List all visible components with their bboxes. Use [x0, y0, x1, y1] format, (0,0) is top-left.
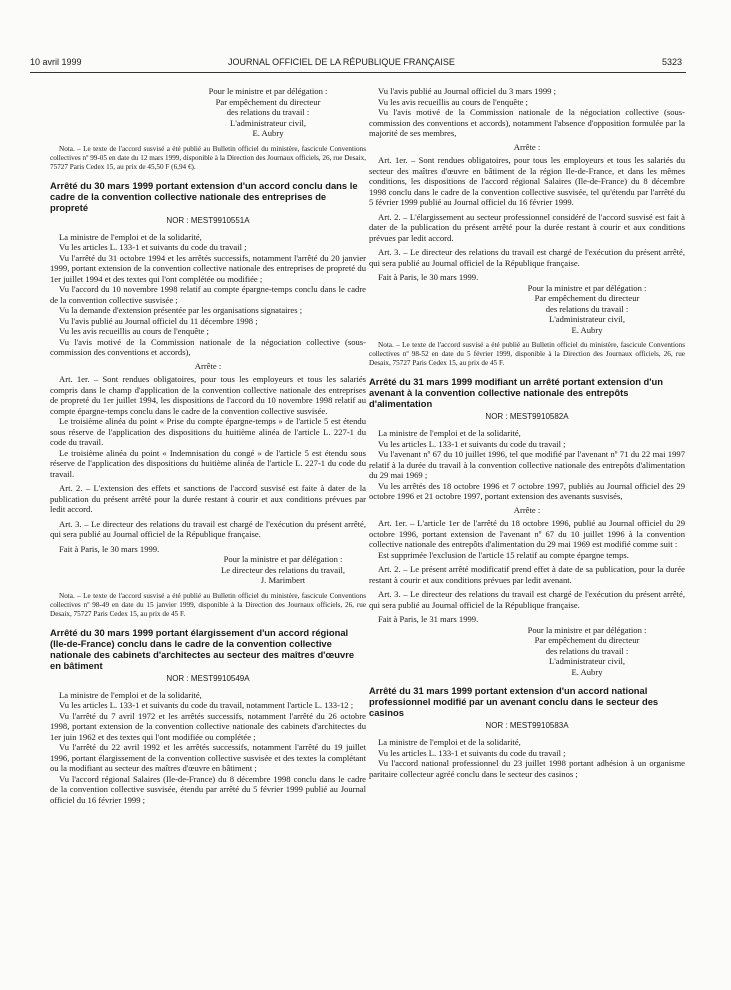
- sig-name: J. Marimbert: [260, 575, 306, 585]
- paragraph: Vu l'accord national professionnel du 23 juillet 1998 portant adhésion à un organisme paritaire collecteur agréé conclu dans le secteur des casinos ;: [369, 758, 685, 779]
- article-2: Art. 2. – L'extension des effets et sanctions de l'accord susvisé est faite à dater de la publication du présent arrêté pour la durée restant à courir et aux conditions prévues par ledit accord.: [50, 483, 366, 514]
- paragraph: La ministre de l'emploi et de la solidarité,: [59, 231, 202, 242]
- arrete-label: Arrête :: [513, 504, 541, 515]
- paragraph: Vu les articles L. 133-1 et suivants du code du travail ;: [378, 438, 566, 449]
- sig-line: Le directeur des relations du travail,: [220, 564, 346, 575]
- sig-name: E. Aubry: [252, 128, 284, 138]
- paragraph: Vu l'accord régional Salaires (Ile-de-France) du 8 décembre 1998 conclu dans le cadre de la convention collective susvisée, étendu par arrêté du 5 février 1999 publié au Journal officiel du 16 février 1999 ;: [50, 773, 366, 805]
- fait-a-paris: Fait à Paris, le 30 mars 1999.: [378, 272, 479, 282]
- paragraph: Vu l'avis motivé de la Commission nationale de la négociation collective (sous-commission des conventions et accords),: [50, 336, 366, 357]
- arrete-title: Arrêté du 31 mars 1999 modifiant un arrêté portant extension d'un avenant à la convention collective nationale des entrepôts d'alimentation: [369, 376, 663, 409]
- sig-line: Pour la ministre et par délégation :: [527, 282, 647, 293]
- header-date: 10 avril 1999: [30, 57, 82, 67]
- paragraph: Le troisième alinéa du point « Indemnisation du congé » de l'article 5 est étendu sous réserve de l'application des dispositions du huitième alinéa de l'article L. 227-1 du code du travail.: [50, 447, 366, 479]
- article-1: Art. 1er. – Sont rendues obligatoires, pour tous les employeurs et tous les salariés du secteur des maîtres d'œuvre en bâtiment de la région Ile-de-France, et dans les mêmes conditions, les dispositions de l'accord régional Salaires (Ile-de-France) du 8 décembre 1998 conclu dans le cadre de la convention collective susvisée, tel qu'étendu par l'arrêté du 5 février 1999 publié au Journal officiel du 16 février 1999.: [369, 155, 685, 207]
- arrete-label: Arrête :: [513, 141, 541, 152]
- arrete-title: Arrêté du 30 mars 1999 portant élargissement d'un accord régional (Ile-de-France) conclu dans le cadre de la convention collective nationale des cabinets d'architectes au secteur des maîtres d'œuvre en bâtiment: [50, 626, 355, 671]
- paragraph: La ministre de l'emploi et de la solidarité,: [378, 737, 521, 747]
- paragraph: Vu les articles L. 133-1 et suivants du code du travail ;: [59, 242, 247, 252]
- paragraph: Vu l'avenant nº 67 du 10 juillet 1996, tel que modifié par l'avenant nº 71 du 22 mai 1997 relatif à la durée du travail à la convention collective nationale des entrepôts d'alimentation du 29 mai 1969 ;: [369, 449, 685, 480]
- paragraph: Vu l'arrêté du 7 avril 1972 et les arrêtés successifs, notamment l'arrêté du 26 octobre 1998, portant extension de la convention collective nationale des cabinets d'architectes du 1er juin 1962 et des textes qui l'ont modifiée ou complétée ;: [50, 710, 366, 742]
- header-rule: [30, 72, 686, 73]
- nor-reference: NOR : MEST9910549A: [166, 673, 250, 683]
- nota-3: Nota. – Le texte de l'accord susvisé a été publié au Bulletin officiel du ministère, fascicule Conventions collectives nº 98-52 en date du 5 février 1999, disponible à la Direction des Journaux officiels, 26, rue Desaix, 75727 Paris Cedex 15, au prix de 45 F.: [369, 341, 685, 367]
- fait-a-paris: Fait à Paris, le 30 mars 1999.: [59, 543, 160, 554]
- paragraph: Vu l'arrêté du 31 octobre 1994 et les arrêtés successifs, notamment l'arrêté du 20 janvier 1999, portant extension de la convention collective nationale des entreprises de propreté du 1er juillet 1994 et des textes qui l'ont complétée ou modifiée ;: [50, 252, 366, 284]
- article-3: Art. 3. – Le directeur des relations du travail est chargé de l'exécution du présent arrêté, qui sera publié au Journal officiel de la République française.: [50, 518, 366, 539]
- sig-line: L'administrateur civil,: [548, 314, 625, 324]
- arrete-title: Arrêté du 31 mars 1999 portant extension d'un accord national professionnel modifié par un avenant conclu dans le secteur des casinos: [369, 685, 659, 718]
- paragraph: Est supprimée l'exclusion de l'article 15 relatif au compte épargne temps.: [378, 549, 629, 560]
- article-1: Art. 1er. – L'article 1er de l'arrêté du 18 octobre 1996, publié au Journal officiel du 29 octobre 1996, portant extension de l'avenant nº 67 du 10 juillet 1996 à la convention collective nationale des entrepôts d'alimentation du 29 mai 1969 est modifié comme suit :: [369, 518, 685, 549]
- nor-reference: NOR : MEST9910551A: [166, 215, 250, 225]
- sig-line: des relations du travail :: [226, 107, 310, 117]
- sig-line: Pour la ministre et par délégation :: [223, 554, 343, 564]
- article-2: Art. 2. – L'élargissement au secteur professionnel considéré de l'accord susvisé est fait à dater de la publication du présent arrêté pour la durée restant à courir et aux conditions prévues par ledit accord.: [369, 211, 685, 243]
- sig-line: Par empêchement du directeur: [534, 293, 640, 303]
- signature-block-3: [489, 283, 685, 336]
- sig-line: L'administrateur civil,: [229, 117, 306, 128]
- nota-1: Nota. – Le texte de l'accord susvisé a été publié au Bulletin officiel du ministère, fascicule Conventions collectives nº 99-05 en date du 12 mars 1999, disponible à la Direction des Journaux officiels, 26, rue Desaix, 75727 Paris Cedex 15, au prix de 45,50 F (6,94 €).: [50, 144, 366, 171]
- header-page-number: 5323: [662, 57, 683, 67]
- paragraph: Vu les avis recueillis au cours de l'enquête ;: [378, 96, 528, 107]
- nota-2: Nota. – Le texte de l'accord susvisé a été publié au Bulletin officiel du ministère, fascicule Conventions collectives nº 98-49 en date du 15 janvier 1999, disponible à la Direction des Journaux officiels, 26, rue Desaix, 75727 Paris Cedex 15, au prix de 45 F.: [50, 591, 366, 618]
- nor-reference: NOR : MEST9910583A: [485, 721, 569, 730]
- paragraph: Vu l'avis motivé de la Commission nationale de la négociation collective (sous-commission des conventions et accords), notamment l'absence d'opposition formulée par la majorité de ses membres,: [369, 107, 685, 138]
- arrete-label: Arrête :: [194, 360, 222, 371]
- paragraph: Vu l'avis publié au Journal officiel du 11 décembre 1998 ;: [59, 315, 258, 326]
- nor-reference: NOR : MEST9910582A: [485, 412, 569, 421]
- paragraph: Vu les articles L. 133-1 et suivants du code du travail ;: [378, 747, 566, 758]
- article-3: Art. 3. – Le directeur des relations du travail est chargé de l'exécution du présent arrêté, qui sera publié au Journal officiel de la République française.: [369, 589, 685, 610]
- article-1: Art. 1er. – Sont rendues obligatoires, pour tous les employeurs et tous les salariés compris dans le champ d'application de la convention collective nationale des entreprises de propreté du 1er juillet 1994, les dispositions de l'accord du 10 novembre 1998 relatif au compte épargne-temps conclu dans le cadre de la convention collective susvisée.: [50, 374, 366, 416]
- paragraph: Vu les articles L. 133-1 et suivants du code du travail, notamment l'article L. 133-12 ;: [59, 700, 354, 710]
- signature-block-1: [170, 86, 366, 139]
- article-3: Art. 3. – Le directeur des relations du travail est chargé de l'exécution du présent arrêté, qui sera publié au Journal officiel de la République française.: [369, 247, 685, 268]
- right-column: [369, 86, 685, 779]
- sig-line: Par empêchement du directeur: [534, 635, 640, 645]
- paragraph: Vu l'arrêté du 22 avril 1992 et les arrêtés successifs, notamment l'arrêté du 19 juillet 1996, portant élargissement de la convention collective susvisée et des textes la complétant ou la modifiant au secteur des maîtres d'œuvre en bâtiment ;: [50, 742, 366, 773]
- arrete-title: Arrêté du 30 mars 1999 portant extension d'un accord conclu dans le cadre de la convention collective nationale des entreprises de propreté: [50, 179, 358, 213]
- article-2: Art. 2. – Le présent arrêté modificatif prend effet à date de sa publication, pour la durée restant à courir et aux conditions prévues par ledit avenant.: [369, 564, 685, 585]
- paragraph: Vu l'avis publié au Journal officiel du 3 mars 1999 ;: [378, 86, 556, 96]
- paragraph: Vu l'accord du 10 novembre 1998 relatif au compte épargne-temps conclu dans le cadre de la convention collective susvisée ;: [50, 284, 366, 305]
- paragraph: Vu la demande d'extension présentée par les organisations signataires ;: [59, 305, 303, 315]
- paragraph: Vu les arrêtés des 18 octobre 1996 et 7 octobre 1997, publiés au Journal officiel des 29 octobre 1996 et 21 octobre 1997, portant extension des avenants susvisés,: [369, 480, 685, 501]
- sig-name: E. Aubry: [571, 666, 603, 677]
- paragraph: Le troisième alinéa du point « Prise du compte épargne-temps » de l'article 5 est étendu sous réserve de l'application des dispositions du huitième alinéa de l'article L. 227-1 du code du travail.: [50, 416, 366, 447]
- sig-line: des relations du travail :: [545, 645, 629, 656]
- paragraph: La ministre de l'emploi et de la solidarité,: [378, 428, 521, 438]
- sig-name: E. Aubry: [571, 324, 603, 335]
- left-column: [50, 86, 366, 805]
- signature-block-4: [489, 625, 685, 678]
- header-journal-title: JOURNAL OFFICIEL DE LA RÉPUBLIQUE FRANÇAISE: [228, 57, 455, 67]
- paragraph: La ministre de l'emploi et de la solidarité,: [59, 689, 202, 700]
- paragraph: Vu les avis recueillis au cours de l'enquête ;: [59, 326, 209, 336]
- sig-line: L'administrateur civil,: [548, 656, 625, 666]
- sig-line: des relations du travail :: [545, 303, 629, 314]
- sig-line: Pour la ministre et par délégation :: [527, 624, 647, 635]
- signature-block-2: [200, 554, 366, 586]
- sig-line: Pour le ministre et par délégation :: [208, 86, 328, 96]
- fait-a-paris: Fait à Paris, le 31 mars 1999.: [378, 614, 479, 624]
- sig-line: Par empêchement du directeur: [215, 96, 321, 107]
